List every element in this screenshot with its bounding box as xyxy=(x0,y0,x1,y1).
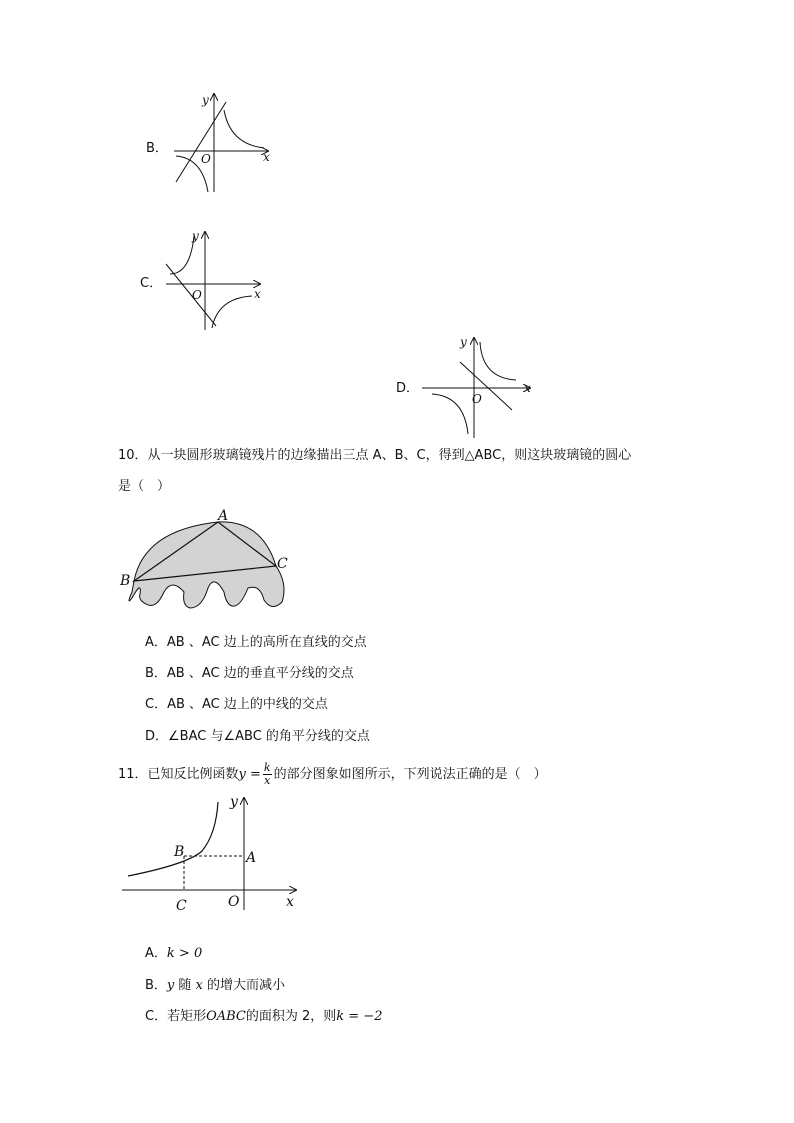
x-axis-label: x xyxy=(263,150,270,164)
q11-option-b-label: B． xyxy=(145,978,167,993)
q11-option-a xyxy=(145,945,202,963)
q10-glass-fragment-figure xyxy=(114,508,298,616)
origin-label: O xyxy=(472,392,482,406)
point-c-label: C xyxy=(176,898,187,914)
q11-formula-lhs: y = xyxy=(238,767,261,782)
q11-fraction-numerator: k xyxy=(263,761,271,774)
q11-option-c-label: C． xyxy=(145,1009,168,1024)
q11-option-c-math: k = −2 xyxy=(336,1009,383,1024)
q9-option-b-label: B． xyxy=(146,141,168,156)
y-axis-label: y xyxy=(230,794,238,810)
hyperbola-branch-q1 xyxy=(480,342,516,380)
q10-stem-line1: 10．从一块圆形玻璃镜残片的边缘描出三点 A、B、C，得到△ABC，则这块玻璃镜的圆心 xyxy=(118,448,632,463)
q11-fraction-denominator: x xyxy=(264,774,271,787)
point-c-label: C xyxy=(277,556,288,572)
q9-option-c-label: C． xyxy=(140,276,163,291)
q10-option-b: B．AB 、AC 边的垂直平分线的交点 xyxy=(145,666,354,681)
q11-option-c-shape: OABC xyxy=(206,1009,246,1024)
hyperbola-branch-q1 xyxy=(224,110,264,148)
y-axis-label: y xyxy=(192,229,199,243)
x-axis-label: x xyxy=(286,894,294,910)
point-a-label: A xyxy=(246,850,257,866)
q9-option-c-graph xyxy=(160,228,270,338)
hyperbola-branch-q2 xyxy=(170,236,194,274)
q11-stem-prefix: 11．已知反比例函数 xyxy=(118,767,239,782)
hyperbola-branch xyxy=(128,802,218,876)
point-b-label: B xyxy=(174,844,185,860)
hyperbola-branch-q3 xyxy=(432,394,468,434)
x-axis-label: x xyxy=(254,287,261,301)
q11-option-c-mid: 的面积为 2，则 xyxy=(245,1009,337,1024)
q10-option-a: A．AB 、AC 边上的高所在直线的交点 xyxy=(145,635,367,650)
q11-option-b-var-y: y xyxy=(166,978,175,993)
q11-option-b-mid: 随 xyxy=(174,978,196,993)
q9-option-d-label: D． xyxy=(396,381,420,396)
point-b-label: B xyxy=(120,573,131,589)
x-axis-label: x xyxy=(524,381,531,395)
q11-option-c-pre: 若矩形 xyxy=(167,1009,207,1024)
y-axis-label: y xyxy=(202,93,209,107)
y-axis-label: y xyxy=(460,335,467,349)
hyperbola-branch-q4 xyxy=(212,296,252,328)
q10-option-d: D．∠BAC 与∠ABC 的角平分线的交点 xyxy=(145,729,370,744)
q10-stem-line2: 是（ ） xyxy=(118,479,171,494)
q11-option-b-var-x: x xyxy=(195,978,203,993)
q11-stem-suffix: 的部分图象如图所示，下列说法正确的是（ ） xyxy=(273,767,547,782)
q11-option-c xyxy=(145,1008,383,1026)
glass-fragment-shape xyxy=(129,522,284,608)
q10-option-c: C．AB 、AC 边上的中线的交点 xyxy=(145,697,328,712)
q11-stem xyxy=(118,762,547,787)
q11-fraction xyxy=(263,762,272,787)
q11-option-b-tail: 的增大而减小 xyxy=(202,978,286,993)
linear-function-line xyxy=(176,102,226,182)
origin-label: O xyxy=(201,152,211,166)
point-a-label: A xyxy=(218,508,229,524)
q9-option-b-graph xyxy=(168,88,278,198)
q9-option-d-graph xyxy=(418,334,538,440)
q11-option-a-label: A． xyxy=(145,946,167,961)
origin-label: O xyxy=(192,288,202,302)
q11-option-a-math: k > 0 xyxy=(166,946,203,961)
q11-option-b xyxy=(145,977,285,995)
q11-function-graph xyxy=(118,794,302,914)
linear-function-line xyxy=(460,362,512,410)
origin-label: O xyxy=(228,894,240,910)
